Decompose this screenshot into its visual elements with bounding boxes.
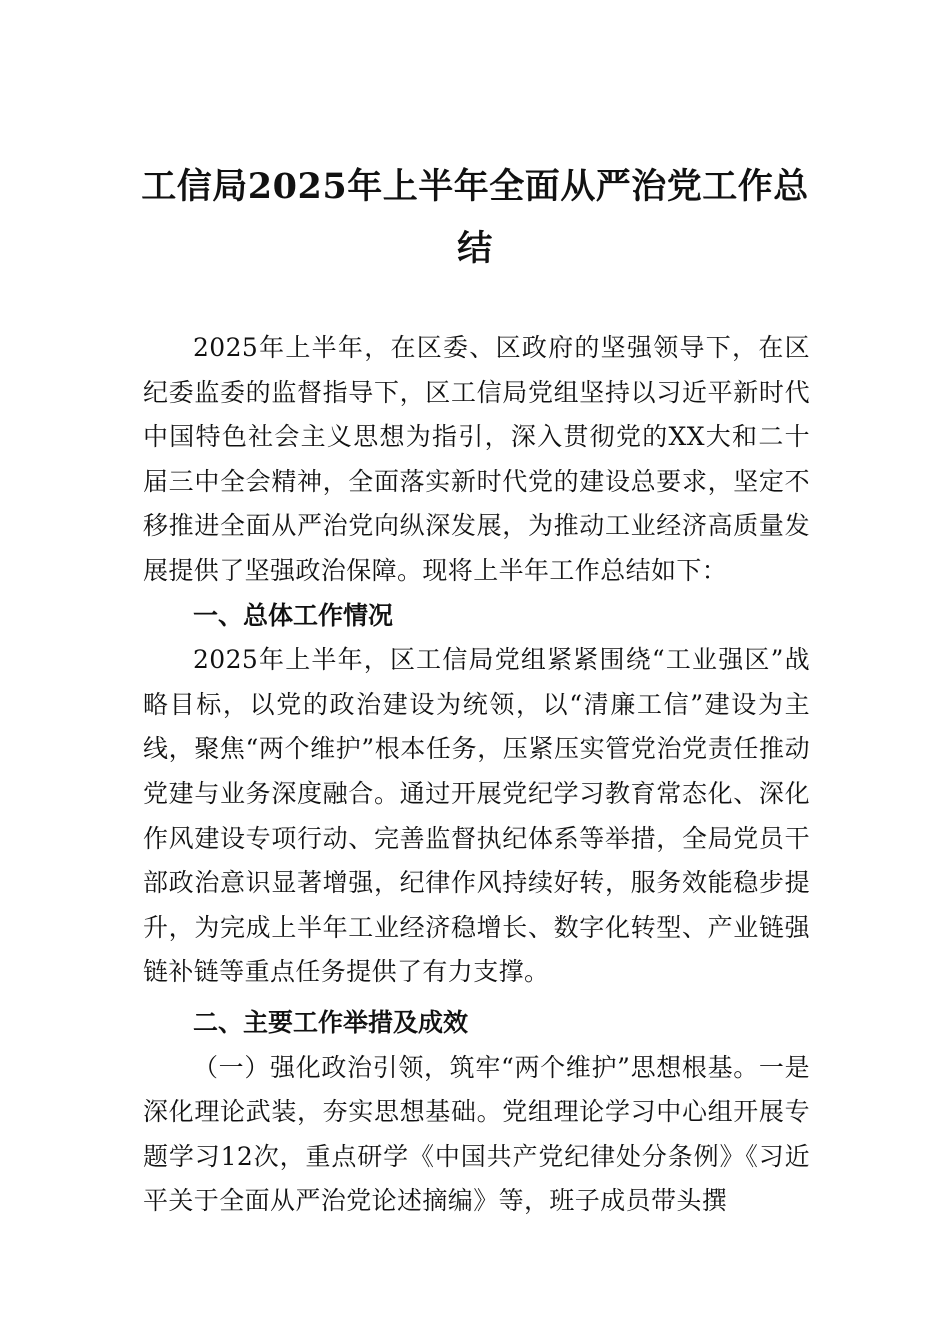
section-heading-measures: 二、主要工作举措及成效 <box>193 1007 469 1037</box>
measures-paragraph: （一）强化政治引领，筑牢“两个维护”思想根基。一是深化理论武装，夯实思想基础。党组理论学习中心组开展专题学习12次，重点研学《中国共产党纪律处分条例》《习近平关于全面从严治党论述摘编》等，班子成员带头撰 <box>143 1052 810 1216</box>
overall-paragraph: 2025年上半年，区工信局党组紧紧围绕“工业强区”战略目标，以党的政治建设为统领，以“清廉工信”建设为主线，聚焦“两个维护”根本任务，压紧压实管党治党责任推动党建与业务深度融合。通过开展党纪学习教育常态化、深化作风建设专项行动、完善监督执纪体系等举措，全局党员干部政治意识显著增强，纪律作风持续好转，服务效能稳步提升，为完成上半年工业经济稳增长、数字化转型、产业链强链补链等重点任务提供了有力支撑。 <box>143 645 810 987</box>
document-body <box>143 326 810 1224</box>
section-heading-overall: 一、总体工作情况 <box>193 600 394 630</box>
intro-paragraph: 2025年上半年，在区委、区政府的坚强领导下，在区纪委监委的监督指导下，区工信局党组坚持以习近平新时代中国特色社会主义思想为指引，深入贯彻党的XX大和二十届三中全会精神，全面落实新时代党的建设总要求，坚定不移推进全面从严治党向纵深发展，为推动工业经济高质量发展提供了坚强政治保障。现将上半年工作总结如下： <box>143 333 810 585</box>
document-title: 工信局2025年上半年全面从严治党工作总结 <box>141 166 809 269</box>
